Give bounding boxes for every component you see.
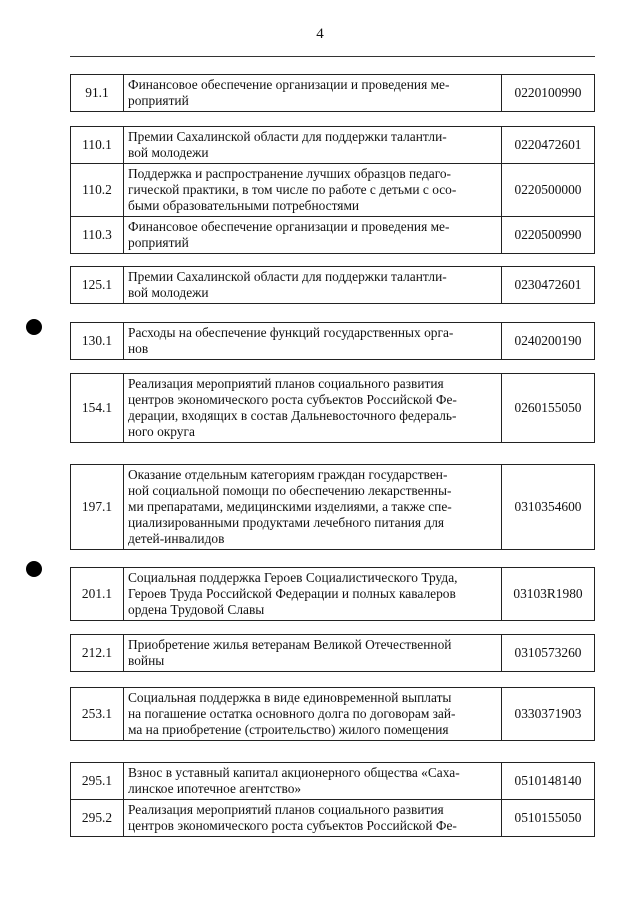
code-table bbox=[70, 373, 595, 443]
header-rule bbox=[70, 56, 595, 57]
description-line: роприятий bbox=[128, 235, 189, 250]
table-row bbox=[71, 217, 595, 254]
description-line: линское ипотечное агентство» bbox=[128, 781, 302, 796]
row-code: 0220100990 bbox=[502, 75, 595, 112]
table-row bbox=[71, 374, 595, 443]
description-line: Социальная поддержка в виде единовременной выплаты bbox=[128, 690, 452, 705]
table-row bbox=[71, 568, 595, 621]
row-code: 0260155050 bbox=[502, 374, 595, 443]
description-line: дерации, входящих в состав Дальневосточного федераль- bbox=[128, 408, 457, 423]
row-number: 110.2 bbox=[71, 164, 124, 217]
description-line: Премии Сахалинской области для поддержки талантли- bbox=[128, 269, 447, 284]
description-line: нов bbox=[128, 341, 149, 356]
row-code: 0240200190 bbox=[502, 323, 595, 360]
table-row bbox=[71, 75, 595, 112]
code-table bbox=[70, 322, 595, 360]
description-line: вой молодежи bbox=[128, 145, 209, 160]
row-number: 91.1 bbox=[71, 75, 124, 112]
row-description bbox=[124, 635, 502, 672]
description-line: ного округа bbox=[128, 424, 195, 439]
row-number: 295.2 bbox=[71, 800, 124, 837]
table-row bbox=[71, 323, 595, 360]
row-number: 154.1 bbox=[71, 374, 124, 443]
row-code: 0310354600 bbox=[502, 465, 595, 550]
description-line: Героев Труда Российской Федерации и полных кавалеров bbox=[128, 586, 456, 601]
code-table bbox=[70, 266, 595, 304]
row-code: 0220500990 bbox=[502, 217, 595, 254]
row-code: 0220472601 bbox=[502, 127, 595, 164]
row-code: 0510155050 bbox=[502, 800, 595, 837]
description-line: Премии Сахалинской области для поддержки талантли- bbox=[128, 129, 447, 144]
description-line: детей-инвалидов bbox=[128, 531, 225, 546]
code-table bbox=[70, 567, 595, 621]
row-number: 125.1 bbox=[71, 267, 124, 304]
row-description bbox=[124, 568, 502, 621]
row-description bbox=[124, 164, 502, 217]
table-row bbox=[71, 465, 595, 550]
table-row bbox=[71, 688, 595, 741]
row-description bbox=[124, 374, 502, 443]
row-description bbox=[124, 217, 502, 254]
row-description bbox=[124, 688, 502, 741]
description-line: вой молодежи bbox=[128, 285, 209, 300]
code-table bbox=[70, 74, 595, 112]
description-line: Финансовое обеспечение организации и проведения ме- bbox=[128, 77, 450, 92]
table-row bbox=[71, 635, 595, 672]
description-line: ма на приобретение (строительство) жилого помещения bbox=[128, 722, 449, 737]
row-code: 0330371903 bbox=[502, 688, 595, 741]
table-row bbox=[71, 800, 595, 837]
description-line: гической практики, в том числе по работе с детьми с осо- bbox=[128, 182, 457, 197]
description-line: быми образовательными потребностями bbox=[128, 198, 360, 213]
row-description bbox=[124, 800, 502, 837]
row-description bbox=[124, 127, 502, 164]
row-number: 295.1 bbox=[71, 763, 124, 800]
row-number: 130.1 bbox=[71, 323, 124, 360]
row-code: 0230472601 bbox=[502, 267, 595, 304]
description-line: на погашение остатка основного долга по договорам зай- bbox=[128, 706, 456, 721]
row-description bbox=[124, 763, 502, 800]
description-line: ордена Трудовой Славы bbox=[128, 602, 265, 617]
row-code: 0220500000 bbox=[502, 164, 595, 217]
table-row bbox=[71, 127, 595, 164]
description-line: центров экономического роста субъектов Российской Фе- bbox=[128, 818, 457, 833]
description-line: Поддержка и распространение лучших образцов педаго- bbox=[128, 166, 452, 181]
code-table bbox=[70, 464, 595, 550]
row-number: 201.1 bbox=[71, 568, 124, 621]
description-line: роприятий bbox=[128, 93, 189, 108]
row-description bbox=[124, 323, 502, 360]
row-description bbox=[124, 75, 502, 112]
description-line: циализированными продуктами лечебного питания для bbox=[128, 515, 445, 530]
row-number: 110.3 bbox=[71, 217, 124, 254]
description-line: Финансовое обеспечение организации и проведения ме- bbox=[128, 219, 450, 234]
row-description bbox=[124, 267, 502, 304]
margin-bullet-2 bbox=[26, 561, 42, 577]
description-line: Расходы на обеспечение функций государственных орга- bbox=[128, 325, 454, 340]
row-code: 0510148140 bbox=[502, 763, 595, 800]
table-row bbox=[71, 267, 595, 304]
description-line: Оказание отдельным категориям граждан государствен- bbox=[128, 467, 448, 482]
description-line: Реализация мероприятий планов социального развития bbox=[128, 376, 444, 391]
row-number: 197.1 bbox=[71, 465, 124, 550]
description-line: ной социальной помощи по обеспечению лекарственны- bbox=[128, 483, 452, 498]
table-row bbox=[71, 763, 595, 800]
code-table bbox=[70, 687, 595, 741]
row-number: 110.1 bbox=[71, 127, 124, 164]
row-number: 212.1 bbox=[71, 635, 124, 672]
page-number: 4 bbox=[316, 26, 324, 42]
row-number: 253.1 bbox=[71, 688, 124, 741]
row-description bbox=[124, 465, 502, 550]
row-code: 0310573260 bbox=[502, 635, 595, 672]
description-line: Взнос в уставный капитал акционерного общества «Саха- bbox=[128, 765, 460, 780]
code-table bbox=[70, 126, 595, 254]
description-line: Приобретение жилья ветеранам Великой Отечественной bbox=[128, 637, 452, 652]
description-line: войны bbox=[128, 653, 165, 668]
table-row bbox=[71, 164, 595, 217]
margin-bullet-1 bbox=[26, 319, 42, 335]
description-line: Реализация мероприятий планов социального развития bbox=[128, 802, 444, 817]
code-table bbox=[70, 762, 595, 837]
description-line: центров экономического роста субъектов Российской Фе- bbox=[128, 392, 457, 407]
description-line: ми препаратами, медицинскими изделиями, а также спе- bbox=[128, 499, 452, 514]
description-line: Социальная поддержка Героев Социалистического Труда, bbox=[128, 570, 458, 585]
code-table bbox=[70, 634, 595, 672]
row-code: 03103R1980 bbox=[502, 568, 595, 621]
